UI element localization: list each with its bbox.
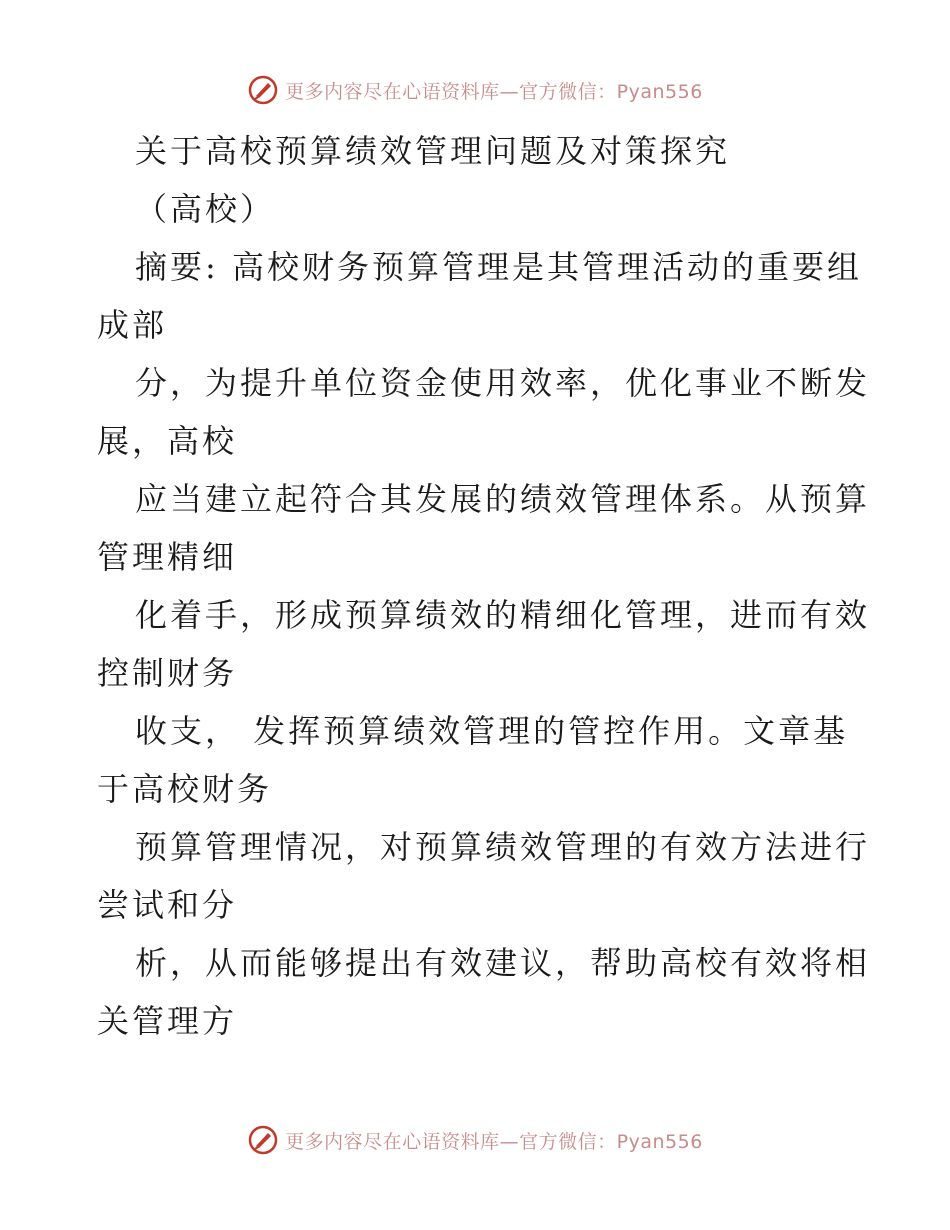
text-line: 化着手，形成预算绩效的精细化管理，进而有效 bbox=[135, 596, 871, 634]
text-line: 关管理方 bbox=[97, 1002, 238, 1040]
text-line: 成部 bbox=[97, 306, 168, 344]
text-line: 尝试和分 bbox=[97, 886, 238, 924]
text-line: 收支， 发挥预算绩效管理的管控作用。文章基 bbox=[135, 712, 849, 750]
banner-text: 更多内容尽在心语资料库—官方微信：Pyan556 bbox=[285, 80, 703, 103]
text-line: 管理精细 bbox=[97, 538, 238, 576]
document-title: 关于高校预算绩效管理问题及对策探究 bbox=[135, 132, 731, 170]
header-banner bbox=[0, 70, 950, 110]
text-line: 展，高校 bbox=[97, 422, 238, 460]
document-body bbox=[97, 122, 871, 1050]
footer-banner bbox=[0, 1120, 950, 1160]
text-line: 析，从而能够提出有效建议，帮助高校有效将相 bbox=[135, 944, 871, 982]
text-line: 预算管理情况，对预算绩效管理的有效方法进行 bbox=[135, 828, 871, 866]
text-line: 应当建立起符合其发展的绩效管理体系。从预算 bbox=[135, 480, 871, 518]
text-line: 分，为提升单位资金使用效率，优化事业不断发 bbox=[135, 364, 871, 402]
text-line: 控制财务 bbox=[97, 654, 238, 692]
document-subtitle: （高校） bbox=[135, 190, 276, 228]
quill-pen-logo-icon bbox=[247, 74, 279, 106]
text-line: 于高校财务 bbox=[97, 770, 273, 808]
quill-pen-logo-icon bbox=[247, 1124, 279, 1156]
banner-text: 更多内容尽在心语资料库—官方微信：Pyan556 bbox=[285, 1130, 703, 1153]
text-line: 摘要: 高校财务预算管理是其管理活动的重要组 bbox=[135, 248, 862, 286]
